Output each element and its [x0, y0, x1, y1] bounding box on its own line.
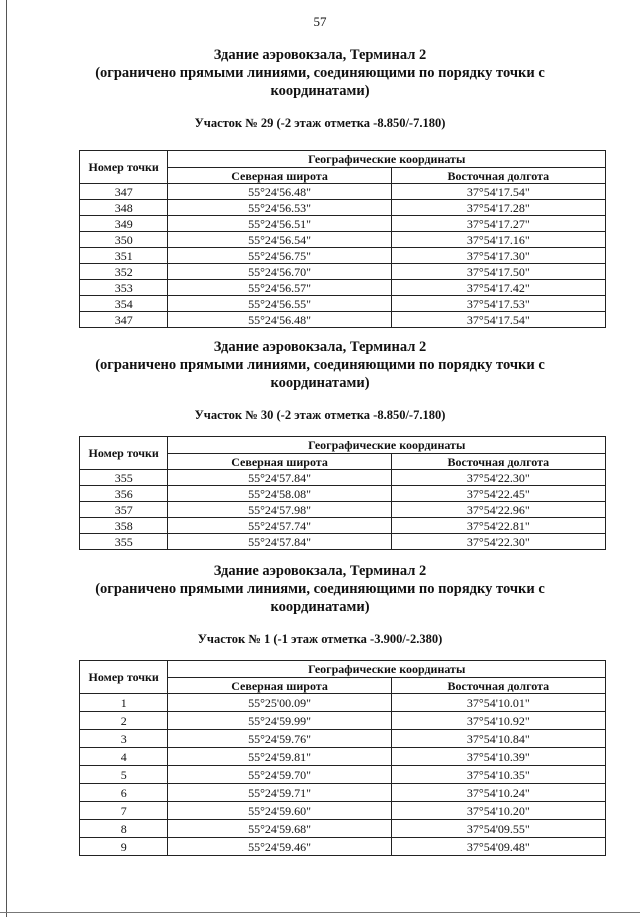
coords-table-1: [79, 660, 606, 856]
table-row: [80, 200, 606, 216]
table-body: [80, 470, 606, 550]
coords-table-29: [79, 150, 606, 328]
longitude-cell: 37°54'17.53": [391, 296, 605, 312]
table-row: [80, 518, 606, 534]
header-lon: Восточная долгота: [391, 678, 605, 694]
table-row: [80, 820, 606, 838]
header-point: Номер точки: [80, 437, 168, 470]
header-coords: Географические координаты: [168, 437, 606, 454]
latitude-cell: 55°24'56.51": [168, 216, 391, 232]
table-row: [80, 534, 606, 550]
title-line-1: Здание аэровокзала, Терминал 2: [213, 47, 427, 63]
latitude-cell: 55°24'57.74": [168, 518, 391, 534]
point-number-cell: 347: [80, 312, 168, 328]
longitude-cell: 37°54'17.27": [391, 216, 605, 232]
longitude-cell: 37°54'10.24": [391, 784, 605, 802]
latitude-cell: 55°24'56.55": [168, 296, 391, 312]
latitude-cell: 55°24'56.48": [168, 184, 391, 200]
table-row: [80, 802, 606, 820]
table-row: [80, 184, 606, 200]
scan-bottom-edge: [0, 912, 640, 913]
point-number-cell: 6: [80, 784, 168, 802]
scan-left-edge: [6, 0, 7, 917]
header-lat: Северная широта: [168, 678, 391, 694]
point-number-cell: 4: [80, 748, 168, 766]
table-row: [80, 784, 606, 802]
longitude-cell: 37°54'17.50": [391, 264, 605, 280]
latitude-cell: 55°25'00.09": [168, 694, 391, 712]
longitude-cell: 37°54'17.16": [391, 232, 605, 248]
latitude-cell: 55°24'56.75": [168, 248, 391, 264]
longitude-cell: 37°54'17.30": [391, 248, 605, 264]
longitude-cell: 37°54'10.84": [391, 730, 605, 748]
point-number-cell: 348: [80, 200, 168, 216]
table-row: [80, 470, 606, 486]
longitude-cell: 37°54'10.92": [391, 712, 605, 730]
table-row: [80, 766, 606, 784]
header-lon: Восточная долгота: [391, 168, 605, 184]
point-number-cell: 358: [80, 518, 168, 534]
latitude-cell: 55°24'59.81": [168, 748, 391, 766]
table-row: [80, 712, 606, 730]
section-title: [40, 562, 600, 616]
latitude-cell: 55°24'56.70": [168, 264, 391, 280]
point-number-cell: 354: [80, 296, 168, 312]
longitude-cell: 37°54'10.35": [391, 766, 605, 784]
title-line-2: (ограничено прямыми линиями, соединяющими по порядку точки с: [95, 581, 545, 597]
longitude-cell: 37°54'17.54": [391, 184, 605, 200]
latitude-cell: 55°24'59.99": [168, 712, 391, 730]
section-subtitle: Участок № 1 (-1 этаж отметка -3.900/-2.380): [197, 632, 443, 646]
latitude-cell: 55°24'57.98": [168, 502, 391, 518]
header-lat: Северная широта: [168, 168, 391, 184]
header-coords: Географические координаты: [168, 151, 606, 168]
point-number-cell: 2: [80, 712, 168, 730]
section-title: [40, 46, 600, 100]
latitude-cell: 55°24'57.84": [168, 470, 391, 486]
header-coords: Географические координаты: [168, 661, 606, 678]
table-row: [80, 486, 606, 502]
point-number-cell: 357: [80, 502, 168, 518]
point-number-cell: 3: [80, 730, 168, 748]
table-row: [80, 694, 606, 712]
longitude-cell: 37°54'10.20": [391, 802, 605, 820]
longitude-cell: 37°54'17.42": [391, 280, 605, 296]
header-point: Номер точки: [80, 151, 168, 184]
title-line-2: (ограничено прямыми линиями, соединяющими по порядку точки с: [95, 357, 545, 373]
point-number-cell: 355: [80, 470, 168, 486]
longitude-cell: 37°54'09.48": [391, 838, 605, 856]
coords-table-30: [79, 436, 606, 550]
section-1: [0, 562, 640, 647]
title-line-3: координатами): [270, 375, 370, 391]
latitude-cell: 55°24'59.68": [168, 820, 391, 838]
table-row: [80, 502, 606, 518]
page-number: 57: [313, 14, 327, 29]
section-subtitle: Участок № 30 (-2 этаж отметка -8.850/-7.180): [194, 408, 446, 422]
table-row: [80, 730, 606, 748]
header-lat: Северная широта: [168, 454, 391, 470]
table-row: [80, 248, 606, 264]
latitude-cell: 55°24'59.71": [168, 784, 391, 802]
latitude-cell: 55°24'56.48": [168, 312, 391, 328]
title-line-3: координатами): [270, 83, 370, 99]
point-number-cell: 353: [80, 280, 168, 296]
title-line-2: (ограничено прямыми линиями, соединяющими по порядку точки с: [95, 65, 545, 81]
latitude-cell: 55°24'59.76": [168, 730, 391, 748]
latitude-cell: 55°24'56.57": [168, 280, 391, 296]
longitude-cell: 37°54'10.01": [391, 694, 605, 712]
section-subtitle: Участок № 29 (-2 этаж отметка -8.850/-7.180): [194, 116, 446, 130]
table-row: [80, 748, 606, 766]
title-line-1: Здание аэровокзала, Терминал 2: [213, 339, 427, 355]
table-body: [80, 184, 606, 328]
longitude-cell: 37°54'22.96": [391, 502, 605, 518]
section-30: [0, 338, 640, 423]
header-point: Номер точки: [80, 661, 168, 694]
longitude-cell: 37°54'22.30": [391, 470, 605, 486]
longitude-cell: 37°54'22.30": [391, 534, 605, 550]
point-number-cell: 347: [80, 184, 168, 200]
point-number-cell: 349: [80, 216, 168, 232]
table-row: [80, 264, 606, 280]
longitude-cell: 37°54'10.39": [391, 748, 605, 766]
longitude-cell: 37°54'17.54": [391, 312, 605, 328]
point-number-cell: 9: [80, 838, 168, 856]
point-number-cell: 7: [80, 802, 168, 820]
point-number-cell: 355: [80, 534, 168, 550]
latitude-cell: 55°24'59.70": [168, 766, 391, 784]
latitude-cell: 55°24'57.84": [168, 534, 391, 550]
latitude-cell: 55°24'59.46": [168, 838, 391, 856]
point-number-cell: 5: [80, 766, 168, 784]
latitude-cell: 55°24'58.08": [168, 486, 391, 502]
table-row: [80, 296, 606, 312]
point-number-cell: 356: [80, 486, 168, 502]
table-row: [80, 280, 606, 296]
point-number-cell: 352: [80, 264, 168, 280]
latitude-cell: 55°24'59.60": [168, 802, 391, 820]
longitude-cell: 37°54'22.81": [391, 518, 605, 534]
point-number-cell: 351: [80, 248, 168, 264]
point-number-cell: 1: [80, 694, 168, 712]
table-row: [80, 216, 606, 232]
latitude-cell: 55°24'56.54": [168, 232, 391, 248]
section-title: [40, 338, 600, 392]
section-29: [0, 46, 640, 131]
latitude-cell: 55°24'56.53": [168, 200, 391, 216]
table-row: [80, 838, 606, 856]
longitude-cell: 37°54'09.55": [391, 820, 605, 838]
table-row: [80, 312, 606, 328]
longitude-cell: 37°54'22.45": [391, 486, 605, 502]
point-number-cell: 8: [80, 820, 168, 838]
title-line-3: координатами): [270, 599, 370, 615]
table-body: [80, 694, 606, 856]
longitude-cell: 37°54'17.28": [391, 200, 605, 216]
table-row: [80, 232, 606, 248]
point-number-cell: 350: [80, 232, 168, 248]
title-line-1: Здание аэровокзала, Терминал 2: [213, 563, 427, 579]
header-lon: Восточная долгота: [391, 454, 605, 470]
